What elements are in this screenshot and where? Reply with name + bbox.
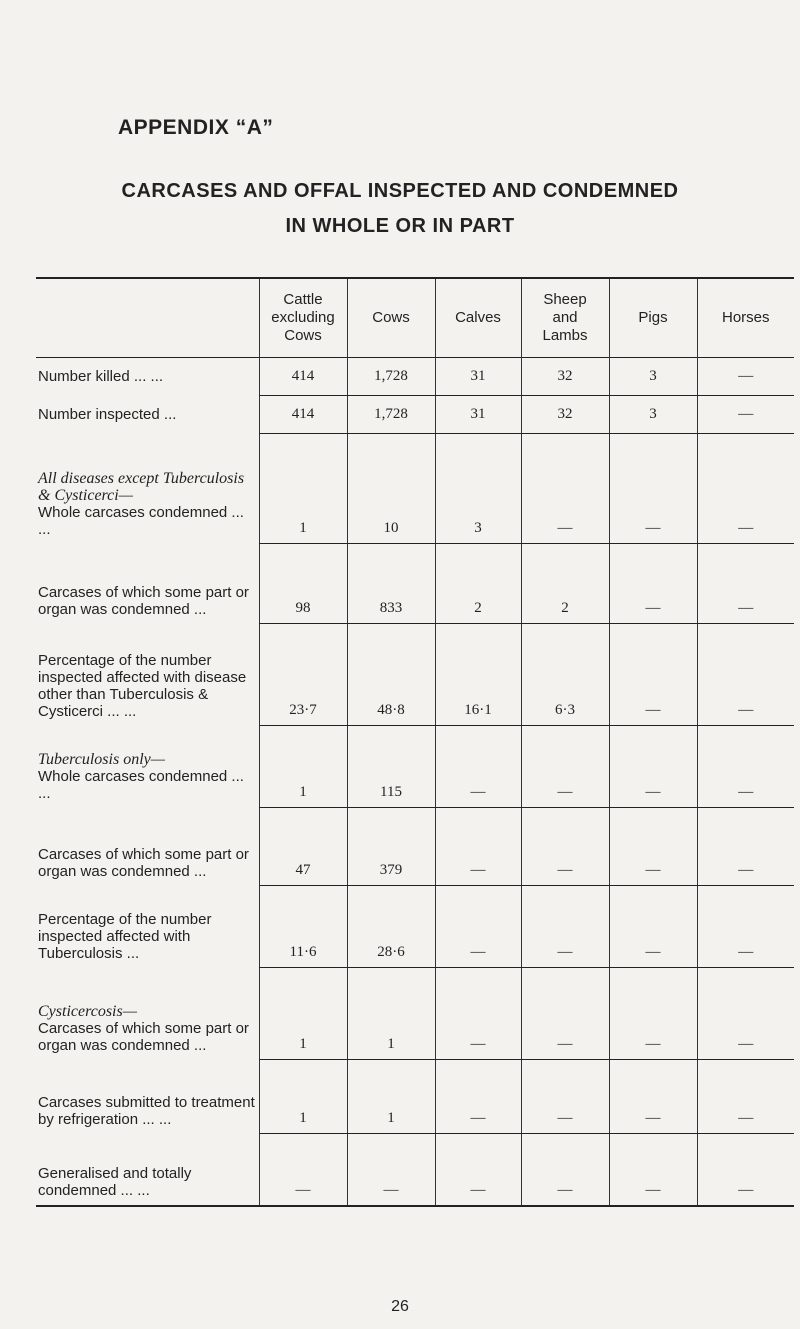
- table-row: [36, 358, 794, 396]
- column-header-horses: Horses: [697, 278, 794, 358]
- row-label-cell: [36, 544, 259, 624]
- table-cell: 1: [347, 968, 435, 1060]
- row-label-cell: [36, 358, 259, 396]
- page-title: CARCASES AND OFFAL INSPECTED AND CONDEMNED: [121, 180, 679, 202]
- column-header-sheep: Sheep and Lambs: [521, 278, 609, 358]
- table-cell: —: [697, 1134, 794, 1206]
- table-cell: —: [697, 624, 794, 726]
- table-cell: —: [609, 726, 697, 808]
- appendix-heading: APPENDIX “A”: [118, 116, 274, 139]
- table-row: [36, 1134, 794, 1206]
- row-label-cell: [36, 1134, 259, 1206]
- table-cell: 1: [259, 968, 347, 1060]
- row-label: Percentage of the number inspected affected with Tuberculosis ...: [38, 910, 212, 962]
- table-cell: 48·8: [347, 624, 435, 726]
- row-label: Whole carcases condemned ... ...: [38, 767, 244, 802]
- row-label: Carcases of which some part or organ was condemned ...: [38, 845, 249, 880]
- table-cell: —: [435, 968, 521, 1060]
- row-label-cell: [36, 1060, 259, 1134]
- row-label: Whole carcases condemned ... ...: [38, 503, 244, 538]
- table-cell: —: [697, 968, 794, 1060]
- table-cell: —: [609, 808, 697, 886]
- table-cell: 379: [347, 808, 435, 886]
- table-cell: 47: [259, 808, 347, 886]
- table-cell: 28·6: [347, 886, 435, 968]
- table-cell: —: [697, 1060, 794, 1134]
- header-blank: [36, 278, 259, 358]
- table-cell: 11·6: [259, 886, 347, 968]
- page-subtitle: IN WHOLE OR IN PART: [285, 215, 515, 237]
- row-label-cell: [36, 808, 259, 886]
- column-header-cows: Cows: [347, 278, 435, 358]
- row-label: Number inspected ...: [38, 406, 177, 423]
- table-cell: —: [609, 968, 697, 1060]
- table-cell: 16·1: [435, 624, 521, 726]
- table-cell: —: [609, 1134, 697, 1206]
- table-row: [36, 726, 794, 808]
- table-cell: —: [347, 1134, 435, 1206]
- table-cell: 414: [259, 396, 347, 434]
- table-cell: 3: [435, 434, 521, 544]
- table-cell: —: [435, 886, 521, 968]
- table-cell: 1,728: [347, 358, 435, 396]
- table-cell: —: [435, 1060, 521, 1134]
- table-row: [36, 624, 794, 726]
- table-row: [36, 968, 794, 1060]
- table-row: [36, 808, 794, 886]
- table-cell: —: [609, 624, 697, 726]
- table-cell: —: [521, 726, 609, 808]
- table-row: [36, 544, 794, 624]
- table-cell: —: [697, 358, 794, 396]
- table-cell: 2: [435, 544, 521, 624]
- table-cell: 10: [347, 434, 435, 544]
- table-cell: 31: [435, 358, 521, 396]
- table-cell: 2: [521, 544, 609, 624]
- table-row: [36, 886, 794, 968]
- row-section-heading: All diseases except Tuberculosis & Cysticerci—: [38, 469, 245, 504]
- table-cell: 1: [259, 1060, 347, 1134]
- table-cell: 1: [259, 434, 347, 544]
- table-cell: —: [609, 1060, 697, 1134]
- table-cell: —: [521, 434, 609, 544]
- column-header-pigs: Pigs: [609, 278, 697, 358]
- row-label-cell: [36, 726, 259, 808]
- row-label: Carcases of which some part or organ was condemned ...: [38, 583, 249, 618]
- table-cell: 6·3: [521, 624, 609, 726]
- row-label: Carcases of which some part or organ was condemned ...: [38, 1019, 249, 1054]
- table-cell: 32: [521, 358, 609, 396]
- row-label-cell: [36, 434, 259, 544]
- table-cell: —: [435, 1134, 521, 1206]
- table-cell: —: [521, 1060, 609, 1134]
- table-cell: —: [609, 434, 697, 544]
- table-cell: 3: [609, 358, 697, 396]
- table-cell: —: [609, 544, 697, 624]
- table-cell: 115: [347, 726, 435, 808]
- table-cell: —: [697, 726, 794, 808]
- table-header-row: [36, 278, 794, 358]
- table-cell: —: [521, 968, 609, 1060]
- table-cell: 32: [521, 396, 609, 434]
- row-label: Number killed ... ...: [38, 368, 164, 386]
- table-cell: —: [697, 886, 794, 968]
- column-header-calves: Calves: [435, 278, 521, 358]
- table-cell: —: [435, 726, 521, 808]
- table-cell: 833: [347, 544, 435, 624]
- row-label: Percentage of the number inspected affected with disease other than Tuberculosis & Cysticerci ... ...: [38, 651, 247, 720]
- table-cell: —: [521, 808, 609, 886]
- table-cell: 3: [609, 396, 697, 434]
- row-label-cell: [36, 396, 259, 434]
- table-row: [36, 396, 794, 434]
- table-cell: —: [697, 434, 794, 544]
- row-label-cell: [36, 886, 259, 968]
- table-cell: —: [259, 1134, 347, 1206]
- table-cell: —: [521, 1134, 609, 1206]
- row-section-heading: Cysticercosis—: [38, 1002, 137, 1020]
- table-cell: 1: [259, 726, 347, 808]
- table-cell: —: [697, 544, 794, 624]
- table-cell: 98: [259, 544, 347, 624]
- table-cell: 31: [435, 396, 521, 434]
- row-label: Generalised and totally condemned ... ...: [38, 1164, 192, 1199]
- row-label-cell: [36, 968, 259, 1060]
- table-cell: —: [697, 396, 794, 434]
- row-label-cell: [36, 624, 259, 726]
- table-row: [36, 1060, 794, 1134]
- table-cell: 414: [259, 358, 347, 396]
- table-cell: —: [435, 808, 521, 886]
- table-cell: —: [609, 886, 697, 968]
- table-cell: 23·7: [259, 624, 347, 726]
- table-cell: 1: [347, 1060, 435, 1134]
- table-cell: —: [521, 886, 609, 968]
- table-cell: 1,728: [347, 396, 435, 434]
- page-number: 26: [391, 1298, 409, 1315]
- table-cell: —: [697, 808, 794, 886]
- row-label: Carcases submitted to treatment by refrigeration ... ...: [38, 1093, 255, 1128]
- table-row: [36, 434, 794, 544]
- carcases-table: [36, 277, 794, 1207]
- column-header-cattle: Cattle excluding Cows: [259, 278, 347, 358]
- row-section-heading: Tuberculosis only—: [38, 750, 165, 768]
